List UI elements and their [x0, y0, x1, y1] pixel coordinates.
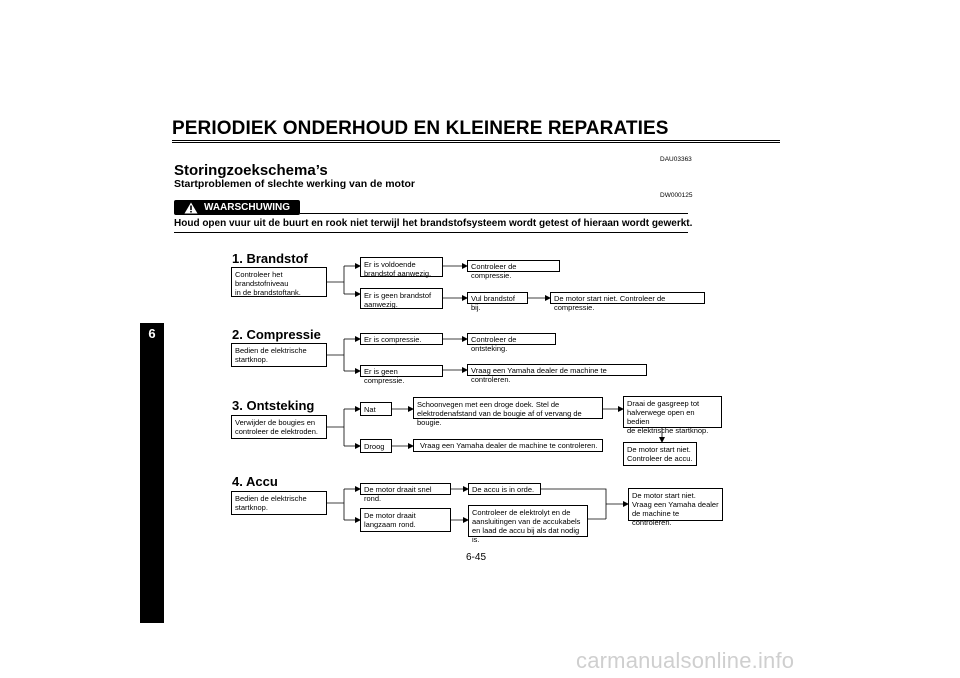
- compression-yes-action-box: Controleer de ontsteking.: [467, 333, 556, 345]
- warning-label: WAARSCHUWING: [203, 202, 291, 213]
- group-title-battery: 4. Accu: [232, 474, 278, 489]
- battery-slow-box: De motor draait langzaam rond.: [360, 508, 451, 532]
- header-rule-secondary: [172, 142, 780, 143]
- compression-no-action-box: Vraag een Yamaha dealer de machine te controleren.: [467, 364, 647, 376]
- battery-fast-action-box: De accu is in orde.: [468, 483, 541, 495]
- warning-bottom-rule: [174, 232, 688, 233]
- compression-start-box: Bedien de elektrische startknop.: [231, 343, 327, 367]
- section-ref-code: DAU03363: [660, 156, 692, 163]
- chapter-side-tab: [140, 323, 164, 623]
- warning-rule: [300, 213, 688, 214]
- section-title: Storingzoekschema’s: [174, 162, 328, 179]
- battery-start-box: Bedien de elektrische startknop.: [231, 491, 327, 515]
- fuel-no-result-box: De motor start niet. Controleer de compressie.: [550, 292, 705, 304]
- warning-triangle-icon: [184, 202, 198, 214]
- compression-yes-box: Er is compressie.: [360, 333, 443, 345]
- group-title-fuel: 1. Brandstof: [232, 251, 308, 266]
- watermark: carmanualsonline.info: [576, 648, 795, 673]
- ignition-wet-box: Nat: [360, 402, 392, 416]
- header-rule: [172, 140, 780, 141]
- ignition-wet-next-box: Draai de gasgreep tot halverwege open en bedien de elektrische startknop.: [623, 396, 722, 428]
- fuel-no-box: Er is geen brandstof aanwezig.: [360, 288, 443, 309]
- battery-slow-action-box: Controleer de elektrolyt en de aansluitingen van de accukabels en laad de accu bij als dat nodig is.: [468, 505, 588, 537]
- warning-text: Houd open vuur uit de buurt en rook niet terwijl het brandstofsysteem wordt getest of hieraan wordt gewerkt.: [174, 218, 693, 229]
- ignition-wet-action-box: Schoonvegen met een droge doek. Stel de elektrodenafstand van de bougie af of vervang de bougie.: [413, 397, 603, 419]
- chapter-tab-number: 6: [148, 326, 156, 341]
- fuel-yes-box: Er is voldoende brandstof aanwezig.: [360, 257, 443, 277]
- group-title-ignition: 3. Ontsteking: [232, 398, 315, 413]
- ignition-dry-action-box: Vraag een Yamaha dealer de machine te controleren.: [413, 439, 603, 452]
- warning-ref-code: DW000125: [660, 192, 693, 199]
- battery-result-box: De motor start niet. Vraag een Yamaha dealer de machine te controleren.: [628, 488, 723, 521]
- section-subtitle: Startproblemen of slechte werking van de motor: [174, 178, 415, 190]
- group-title-compression: 2. Compressie: [232, 327, 321, 342]
- fuel-no-action-box: Vul brandstof bij.: [467, 292, 528, 304]
- ignition-wet-result-box: De motor start niet. Controleer de accu.: [623, 442, 697, 466]
- warning-badge: [174, 200, 300, 215]
- compression-no-box: Er is geen compressie.: [360, 365, 443, 377]
- battery-fast-box: De motor draait snel rond.: [360, 483, 451, 495]
- page-header-title: PERIODIEK ONDERHOUD EN KLEINERE REPARATIES: [172, 118, 669, 139]
- fuel-start-box: Controleer het brandstofniveau in de brandstoftank.: [231, 267, 327, 297]
- ignition-start-box: Verwijder de bougies en controleer de elektroden.: [231, 415, 327, 439]
- fuel-yes-action-box: Controleer de compressie.: [467, 260, 560, 272]
- ignition-dry-box: Droog: [360, 439, 392, 453]
- page-number: 6-45: [466, 552, 487, 563]
